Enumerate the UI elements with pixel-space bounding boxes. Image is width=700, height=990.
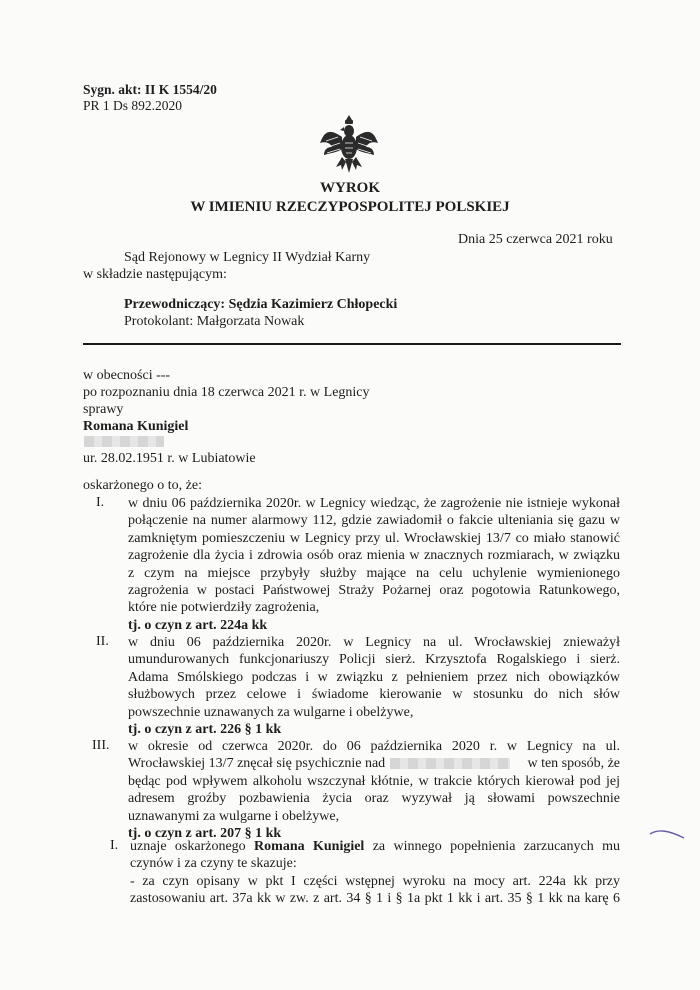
charge-number: III. [92, 738, 110, 753]
charge-line: w okresie od czerwca 2020r. do 06 października 2020 r. w Legnicy na ul. [128, 739, 620, 754]
charge-line: w dniu 06 października 2020r. w Legnicy na ul. Wrocławskiej znieważył [128, 635, 620, 650]
charge-text [128, 634, 620, 738]
pen-mark-icon [648, 826, 686, 842]
charge-line: zagrożenie dla życia i zdrowia osób oraz mienia w znacznych rozmiarach, w związku [128, 548, 620, 564]
charge-line: służbowych przez celowe i świadome kierowanie w stosunku do nich słów [128, 687, 620, 703]
charge-line: umundurowanych funkcjonariuszy Policji sierż. Krzysztofa Rogalskiego i sierż. [128, 652, 620, 668]
redacted-field [84, 436, 164, 447]
charge-number: II. [96, 634, 109, 649]
redacted-field [390, 758, 510, 769]
verdict-line-pre: uznaje oskarżonego [130, 839, 246, 854]
convicted-name: Romana Kunigiel [254, 839, 365, 854]
charge-line: Wrocławskiej 13/7 znęcał się psychicznie nad [128, 756, 386, 772]
charge-line-redacted [128, 755, 620, 772]
presence-line: w obecności --- [83, 368, 171, 383]
prosecution-reference: PR 1 Ds 892.2020 [83, 98, 183, 113]
charge-line: będąc pod wpływem alkoholu wszczynał kłótnie, w trakcie których kierował pod jej [128, 773, 620, 789]
section-divider [83, 343, 621, 345]
charge-line: uznawanymi za wulgarne i obelżywe, [128, 808, 340, 824]
document-subtitle: W IMIENIU RZECZYPOSPOLITEJ POLSKIEJ [190, 199, 510, 215]
defendant-birth: ur. 28.02.1951 r. w Lubiatowie [83, 451, 256, 466]
case-label: sprawy [83, 402, 124, 417]
charge-line: adresem groźby pozbawienia życia oraz wyzywał ją słowami powszechnie [128, 791, 620, 807]
charge-line: Adama Smólskiego podczas i w związku z pełnieniem przez nich obowiązków [128, 669, 620, 685]
charge-line: w dniu 06 października 2020r. w Legnicy wiedząc, że zagrożenie nie istnieje wykonał [128, 496, 620, 511]
verdict-line: czynów i za czyny te skazuje: [130, 856, 297, 872]
case-reference [83, 82, 217, 114]
charge-article: tj. o czyn z art. 226 § 1 kk [128, 722, 282, 738]
charge-text [128, 495, 620, 634]
verdict-number: I. [110, 838, 119, 853]
charge-text [128, 738, 620, 842]
court-composition-label: w składzie następującym: [83, 267, 227, 282]
charge-line: powszechnie uznawanych za wulgarne i obelżywe, [128, 704, 414, 720]
court-name: Sąd Rejonowy w Legnicy II Wydział Karny [124, 250, 371, 265]
charge-article: tj. o czyn z art. 224a kk [128, 617, 268, 633]
charge-line: zagrożenia w postaci Państwowej Straży Pożarnej oraz pogotowia Ratunkowego, [128, 583, 620, 599]
presiding-judge: Przewodniczący: Sędzia Kazimierz Chłopecki [124, 297, 398, 312]
verdict-line: zastosowaniu art. 37a kk w zw. z art. 34 § 1 i § 1a pkt 1 kk i art. 35 § 1 kk na karę 6 [130, 891, 620, 907]
charge-number: I. [96, 495, 105, 510]
case-signature: Sygn. akt: II K 1554/20 [83, 82, 217, 97]
verdict-line [130, 838, 620, 855]
verdict-line: - za czyn opisany w pkt I części wstępnej wyroku na mocy art. 224a kk przy [130, 873, 620, 889]
verdict-line-post: za winnego popełnienia zarzucanych mu [372, 839, 620, 854]
verdict-text [130, 838, 620, 908]
hearing-line: po rozpoznaniu dnia 18 czerwca 2021 r. w Legnicy [83, 385, 370, 400]
defendant-name: Romana Kunigiel [83, 419, 189, 434]
charge-line: połączenie na numer alarmowy 112, gdzie zawiadomił o fakcie ulteniania się gazu w [128, 513, 620, 529]
charge-line: zamkniętym pomieszczeniu w Legnicy przy ul. Wrocławskiej 13/7 co miało stanowić [128, 530, 620, 546]
charge-line: w ten sposób, że [527, 756, 620, 772]
charge-line: które nie potwierdziły zagrożenia, [128, 600, 320, 616]
polish-eagle-emblem-icon [318, 113, 380, 177]
court-clerk: Protokolant: Małgorzata Nowak [124, 314, 305, 329]
charge-line: z czym na miejsce przybyły służby mające na celu uchylenie wymienionego [128, 565, 620, 581]
charge-article: tj. o czyn z art. 207 § 1 kk [128, 826, 282, 842]
document-title: WYROK [320, 180, 380, 196]
charges-intro: oskarżonego o to, że: [83, 478, 202, 493]
judgment-date: Dnia 25 czerwca 2021 roku [458, 232, 613, 247]
